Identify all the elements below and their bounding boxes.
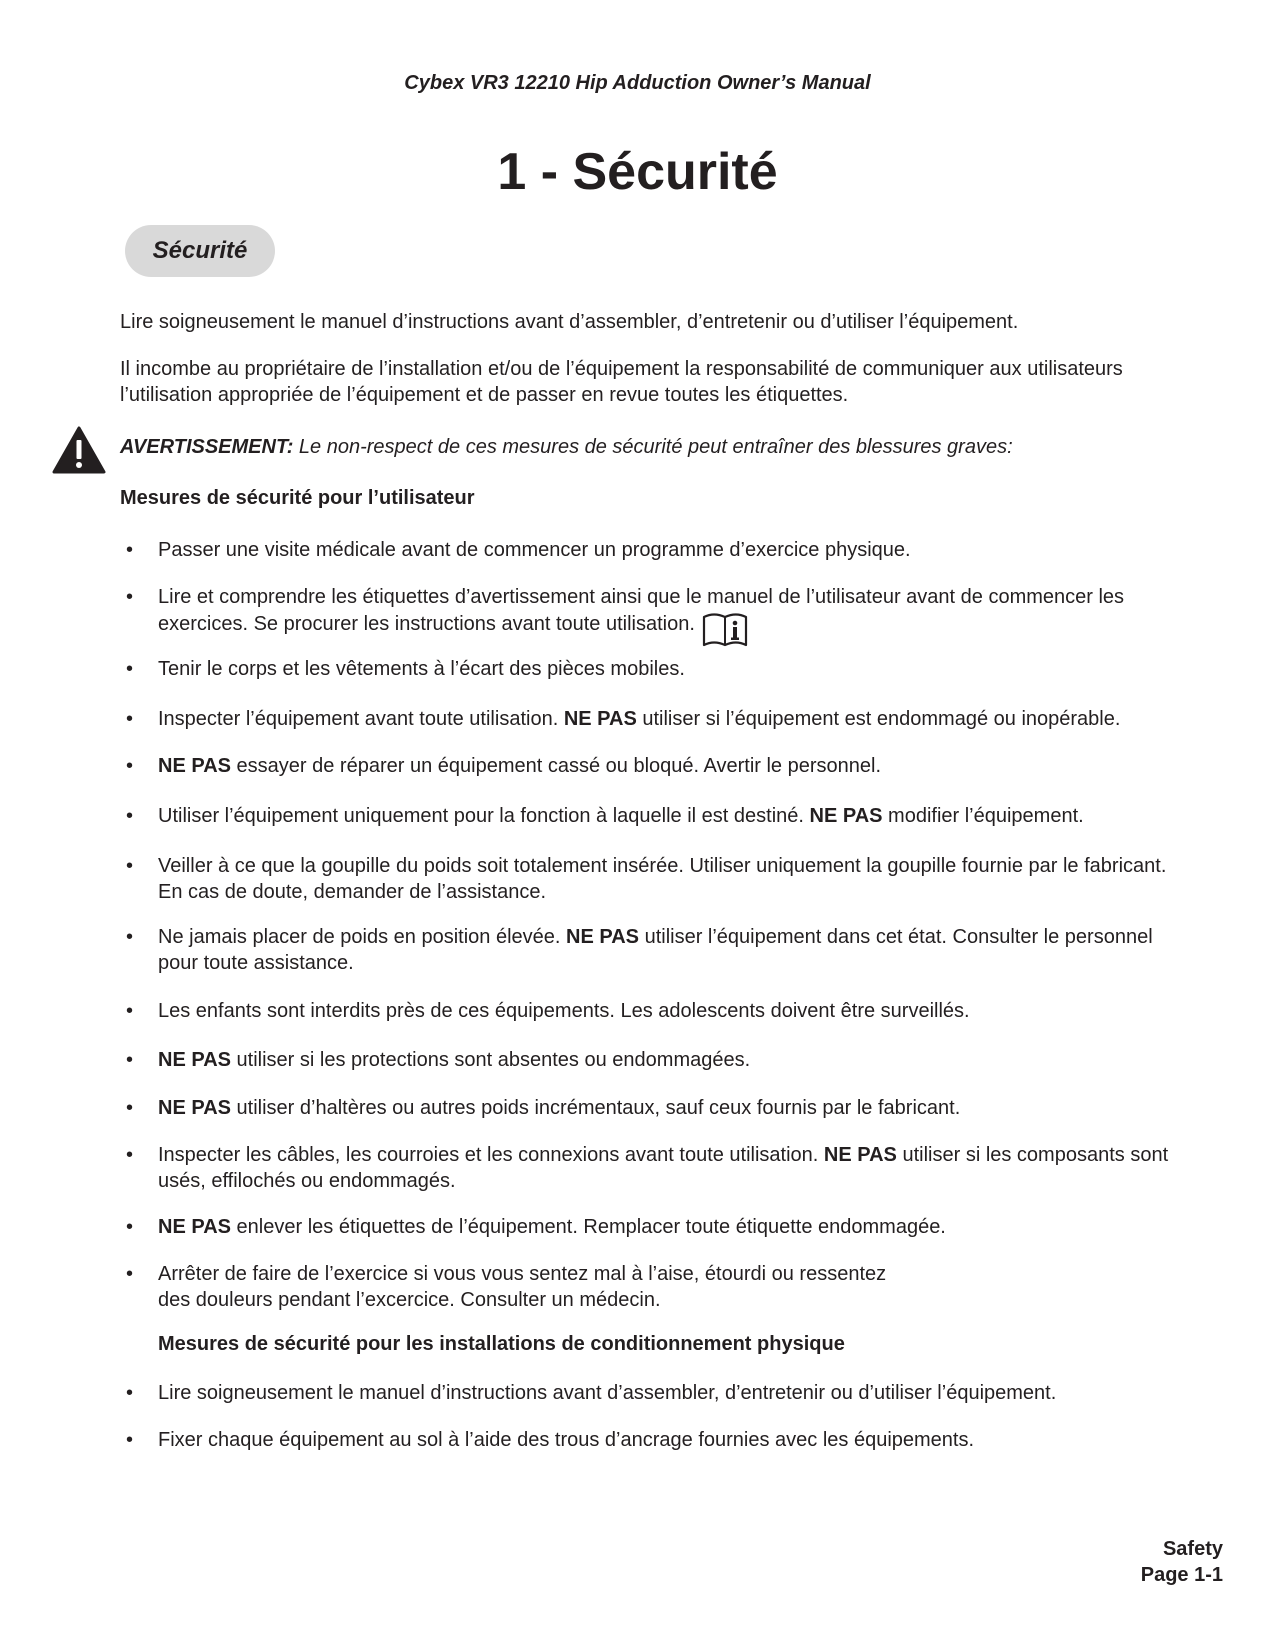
list-item-text: utiliser si l’équipement est endommagé ou inopérable.	[636, 708, 1121, 730]
list-item-text: essayer de réparer un équipement cassé ou bloqué. Avertir le personnel.	[230, 755, 882, 777]
bullet-dot: •	[126, 539, 134, 561]
list-item-text: Inspecter les câbles, les courroies et les connexions avant toute utilisation.	[158, 1144, 824, 1166]
bullet-dot: •	[126, 926, 134, 948]
list-item-text: Ne jamais placer de poids en position élevée.	[158, 926, 567, 948]
bullet-dot: •	[126, 586, 134, 608]
facility-safety-heading: Mesures de sécurité pour les installations de conditionnement physique	[158, 1333, 845, 1355]
list-item-text	[158, 924, 1180, 976]
list-item-text: utiliser l’équipement dans cet état. Consulter le personnel pour toute assistance.	[158, 926, 1153, 974]
list-item-text: Lire soigneusement le manuel d’instructions avant d’assembler, d’entretenir ou d’utiliser l’équipement.	[158, 1382, 1057, 1404]
bullet-dot: •	[126, 1097, 134, 1119]
ne-pas-emphasis: NE PAS	[823, 1144, 897, 1166]
bullet-dot: •	[126, 855, 134, 877]
ne-pas-emphasis: NE PAS	[566, 926, 640, 948]
list-item-text: Passer une visite médicale avant de commencer un programme d’exercice physique.	[158, 539, 911, 561]
list-item-text: Les enfants sont interdits près de ces équipements. Les adolescents doivent être surveillés.	[158, 1000, 970, 1022]
warning-triangle-icon	[52, 426, 106, 474]
bullet-dot: •	[126, 1429, 134, 1451]
list-item-text: Fixer chaque équipement au sol à l’aide des trous d’ancrage fournies avec les équipements.	[158, 1429, 975, 1451]
list-item-text: modifier l’équipement.	[882, 805, 1084, 827]
list-item-text: Veiller à ce que la goupille du poids soit totalement insérée. Utiliser uniquement la goupille fournie par le fabricant. En cas de doute, demander de l’assistance.	[158, 855, 1167, 903]
manual-info-icon	[701, 610, 749, 648]
section-label: Sécurité	[152, 237, 248, 264]
page-footer	[1141, 1536, 1223, 1588]
list-item-text: Utiliser l’équipement uniquement pour la fonction à laquelle il est destiné.	[158, 805, 810, 827]
footer-page-number: Page 1-1	[1140, 1564, 1223, 1586]
footer-section: Safety	[1162, 1538, 1223, 1560]
bullet-dot: •	[126, 1382, 134, 1404]
chapter-title: 1 - Sécurité	[497, 143, 778, 201]
list-item-text: Arrêter de faire de l’exercice si vous vous sentez mal à l’aise, étourdi ou ressentez	[158, 1263, 887, 1285]
ne-pas-emphasis: NE PAS	[158, 1049, 231, 1071]
bullet-dot: •	[126, 1216, 134, 1238]
bullet-dot: •	[126, 805, 134, 827]
list-item-text: Lire et comprendre les étiquettes d’avertissement ainsi que le manuel de l’utilisateur avant de commencer les exercices. Se procurer les instructions avant toute utilisation.	[158, 586, 1125, 635]
ne-pas-emphasis: NE PAS	[158, 1216, 231, 1238]
ne-pas-emphasis: NE PAS	[809, 805, 883, 827]
user-safety-heading: Mesures de sécurité pour l’utilisateur	[120, 487, 475, 509]
list-item-text: enlever les étiquettes de l’équipement. Remplacer toute étiquette endommagée.	[230, 1216, 946, 1238]
section-label-pill	[125, 225, 275, 277]
manual-header-title: Cybex VR3 12210 Hip Adduction Owner’s Manual	[404, 72, 871, 94]
warning-label: AVERTISSEMENT:	[120, 436, 294, 458]
list-item-text: Inspecter l’équipement avant toute utilisation.	[158, 708, 564, 730]
list-item-text	[158, 706, 1180, 732]
list-item-text	[158, 753, 1180, 779]
list-item-text	[158, 1261, 1180, 1313]
list-item-text: utiliser si les composants sont usés, effilochés ou endommagés.	[158, 1144, 1169, 1192]
bullet-dot: •	[126, 658, 134, 680]
list-item-text	[158, 1095, 1180, 1121]
ne-pas-emphasis: NE PAS	[563, 708, 637, 730]
bullet-dot: •	[126, 708, 134, 730]
list-item-text	[158, 1214, 1180, 1240]
list-item-text	[158, 1047, 1180, 1073]
list-item-text: utiliser d’haltères ou autres poids incrémentaux, sauf ceux fournis par le fabricant.	[230, 1097, 961, 1119]
bullet-dot: •	[126, 1000, 134, 1022]
ne-pas-emphasis: NE PAS	[158, 1097, 231, 1119]
list-item-text: Tenir le corps et les vêtements à l’écart des pièces mobiles.	[158, 658, 685, 680]
list-item-text	[158, 1142, 1180, 1194]
list-item-text	[158, 803, 1180, 829]
intro-paragraph-2: Il incombe au propriétaire de l’installation et/ou de l’équipement la responsabilité de communiquer aux utilisateurs l’utilisation appropriée de l’équipement et de passer en revue toutes les étiquettes.	[120, 358, 1123, 406]
list-item-text	[158, 584, 1180, 648]
bullet-dot: •	[126, 1144, 134, 1166]
warning-paragraph	[120, 434, 1180, 460]
intro-paragraph-1: Lire soigneusement le manuel d’instructions avant d’assembler, d’entretenir ou d’utiliser l’équipement.	[120, 311, 1019, 333]
bullet-dot: •	[126, 1049, 134, 1071]
bullet-dot: •	[126, 1263, 134, 1285]
bullet-dot: •	[126, 755, 134, 777]
ne-pas-emphasis: NE PAS	[158, 755, 231, 777]
list-item-text: utiliser si les protections sont absentes ou endommagées.	[230, 1049, 751, 1071]
list-item-text: des douleurs pendant l’excercice. Consulter un médecin.	[158, 1289, 661, 1311]
warning-text: Le non-respect de ces mesures de sécurité peut entraîner des blessures graves:	[293, 436, 1013, 458]
